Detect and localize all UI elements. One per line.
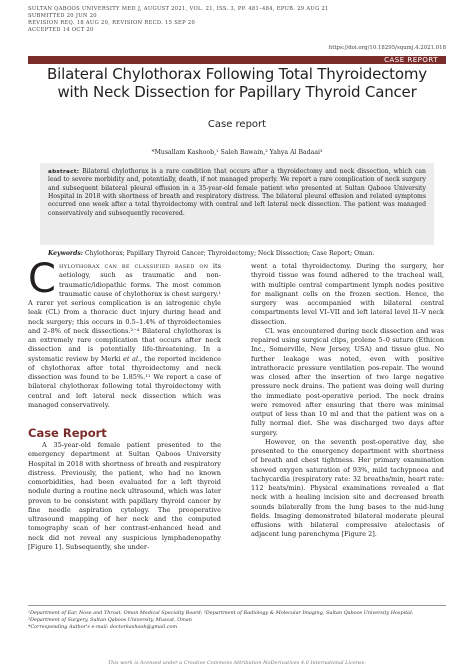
author-list: *Musallam Kashoob,¹ Saleh Bawain,² Yahya Al Badaai³ [151,149,323,156]
doi-link[interactable]: https://doi.org/10.18295/squmj.4.2021.018 [328,45,446,51]
keywords-label: Keywords: [48,250,84,257]
intro-etal: et al. [123,354,141,363]
abstract-box [40,163,434,245]
article-subtitle: Case report [207,119,267,130]
journal-meta [28,6,329,34]
right-paragraph-2: CL was encountered during neck dissection and was repaired using surgical clips, prolene 5–0 suture (Ethicon Inc., Somerville, New Jersey, USA) and tissue glue. No further leakage was noted, even with positive intrathoracic pressure ventilation pos-repair. The wound was closed after the insertion of two large negative pressure neck drains. The patient was doing well during the immediate post-operative period. The neck drains were removed after ensuring that there was minimal output of less than 10 ml and that the patient was on a fully normal diet. She was discharged two days after surgery. [251,326,444,437]
dropcap: C [28,256,56,302]
abstract-label: abstract: [48,169,80,175]
intro-text: its aetiology, such as traumatic and non-traumatic/idiopathic forms. The most common traumatic cause of chylothorax is chest surgery.¹ A rarer yet serious complication is an iatrogenic chyle leak (CL) from a thoracic duct injury during head and neck surgery; this occurs in 0.5–1.4% of thyroidectomies and 2–8% of neck dissections.²⁻⁴ Bilateral chylothorax is an extremely rare complication that occurs after neck dissection and is potentially life-threatening. In a systematic review by Merki [28,262,221,363]
article-title: Bilateral Chylothorax Following Total Thyroidectomy with Neck Dissection for Papillary Thyroid Cancer [47,65,427,101]
affiliation-line-2: ³Department of Surgery, Sultan Qaboos University, Muscat, Oman [28,617,192,623]
affiliation-line-1: ¹Department of Ear, Nose and Throat, Oman Medical Specialty Board; ²Department of Radiology & Molecular Imaging, Sultan Qaboos University Hospital; [28,610,414,616]
affiliations [28,610,446,631]
revision-dates: REVISION REQ. 18 AUG 20, REVISION RECD. 15 SEP 20 [28,20,196,27]
accepted-date: ACCEPTED 14 OCT 20 [28,27,94,34]
intro-paragraph [28,256,221,410]
case-paragraph-1: A 35-year-old female patient presented to the emergency department at Sultan Qaboos University Hospital in 2018 with shortness of breath and respiratory distress. Previously, the patient, who had no known comorbidities, had been evaluated for a left thyroid nodule during a routine neck ultrasound, which was later proven to be consistent with papillary thyroid cancer by fine needle aspiration cytology. The preoperative ultrasound mapping of her neck and the computed tomography scan of her contrast-enhanced head and neck did not reveal any suspicious lymphadenopathy [Figure 1]. Subsequently, she under- [28,441,221,551]
case-report-heading: Case Report [28,426,107,440]
intro-column [28,256,221,410]
journal-citation: SULTAN QABOOS UNIVERSITY MED J, AUGUST 2021, VOL. 21, ISS. 3, PP. 481–484, EPUB. 29 AUG 21 [28,6,329,12]
abstract-text: Bilateral chylothorax is a rare condition that occurs after a thyroidectomy and neck dissection, which can lead to severe morbidity and, potentially, death, if not managed properly. We report a rare complication of neck surgery and subsequent bilateral pleural effusion in a 35-year-old female patient who presented at Sultan Qaboos University Hospital in 2018 with shortness of breath and respiratory distress. The bilateral pleural effusion and related symptoms occurred one week after a total thyroidectomy with central and left lateral neck dissection. The patient was managed conservatively and subsequently recovered. [48,168,427,217]
article-type-label: CASE REPORT [384,56,438,64]
right-paragraph-3: However, on the seventh post-operative day, she presented to the emergency department with shortness of breath and chest tightness. Her primary examination showed oxygen saturation of 93%, mild tachypnoea and tachycardia (respiratory rate: 32 breaths/min, heart rate: 112 beats/min). Physical examinations revealed a flat neck with a healing incision site and decreased breath sounds bilaterally from the lung bases to the mid-lung fields. Imaging demonstrated bilateral moderate pleural effusions with bilateral compressive atelectasis of adjacent lung parenchyma [Figure 2]. [251,437,444,539]
footnote-divider [28,605,446,606]
submitted-date: SUBMITTED 20 JUN 20 [28,13,97,20]
keywords-text: Chylothorax; Papillary Thyroid Cancer; Thyroidectomy; Neck Dissection; Case Report; Oman. [84,250,375,257]
corresponding-author: *Corresponding Author's e-mail: doctorkashoob@gmail.com [28,624,178,630]
keywords [48,250,426,258]
article-type-banner [28,56,446,64]
right-paragraph-1: went a total thyroidectomy. During the surgery, her thyroid tissue was found adhered to the tracheal wall, with multiple central compartment lymph nodes positive for malignant cells on the frozen section. Hence, the surgery was accompanied with bilateral central compartments level VI–VII and left lateral level II–V neck dissection. [251,262,444,326]
intro-text-end: , the reported incidence of chylothorax after total thyroidectomy and neck dissection was found to be 1.85%.¹¹ We report a case of bilateral chylothorax following total thyroidectomy with central and left lateral neck dissection which was managed conservatively. [28,354,221,409]
intro-lead: hylothorax can be classified based on [58,262,209,270]
case-column [28,441,221,552]
right-column [251,262,444,540]
license-footer: This work is licensed under a Creative Commons Attribution-NoDerivatives 4.0 International License. [107,660,367,666]
